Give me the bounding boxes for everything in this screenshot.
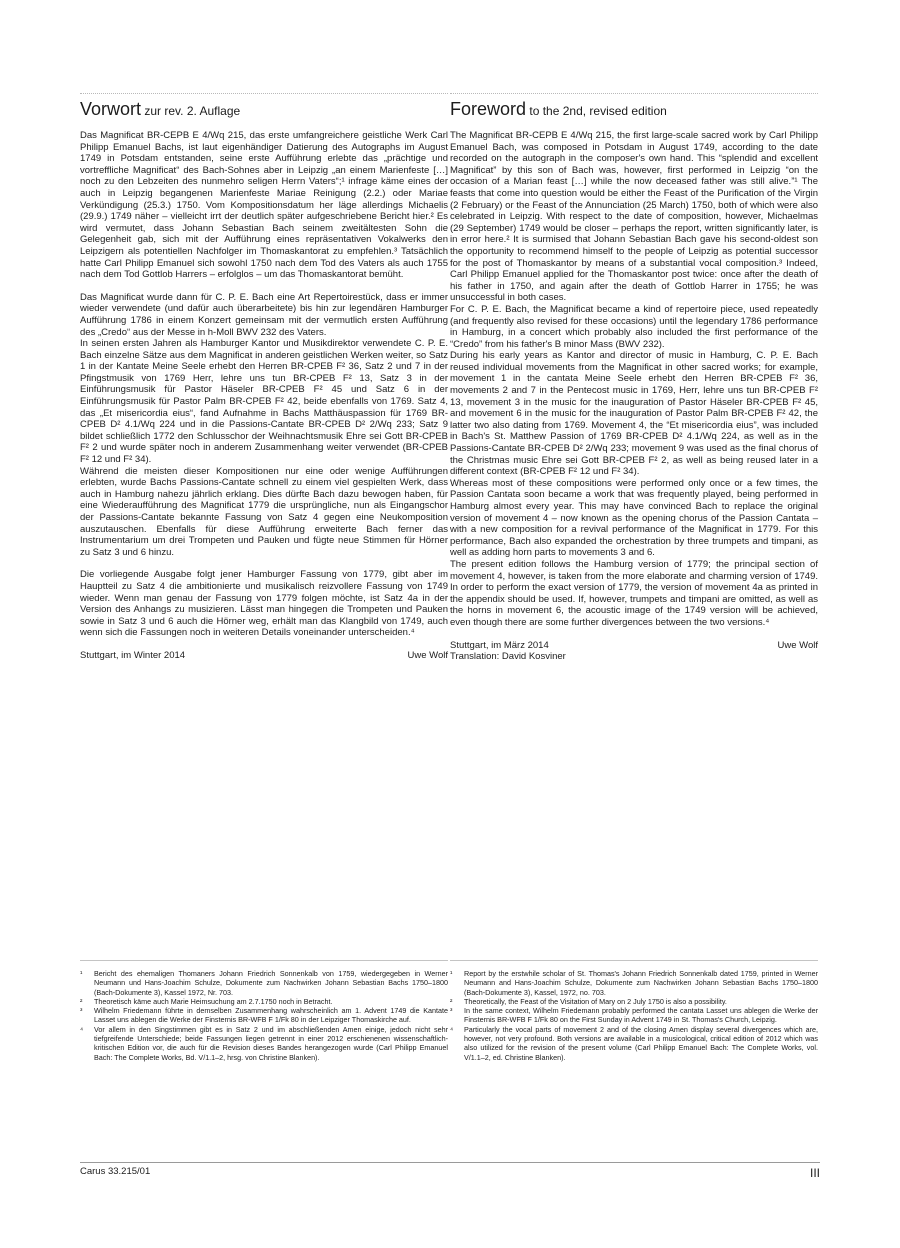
footnote-number: ¹ — [80, 969, 83, 978]
footnote-number: ² — [450, 996, 453, 1006]
top-rule — [80, 93, 448, 94]
english-paragraph: For C. P. E. Bach, the Magnificat became a kind of repertoire piece, used repeatedly (and frequently also revised for these occasions) until the legendary 1786 performance in Hamburg, in a concert which probably also included the first performance of the “Credo” from his father's B minor Mass (BWV 232). — [450, 303, 818, 350]
german-paragraph: In seinen ersten Jahren als Hamburger Kantor und Musikdirektor verwendete C. P. E. Bach einzelne Sätze aus dem Magnificat in anderen geistlichen Werken weiter, so Satz 1 in der Kantate Meine Seele erhebt den Herren BR-CPEB F² 36, Satz 2 und 7 in der Pfingstmusik von 1769 Herr, lehre uns tun BR-CPEB F² 13, Satz 3 in der Einführungsmusik für Pastor Häseler BR-CPEB F² 45 und Satz 6 in der Einführungsmusik für Pastor Palm BR-CPEB F² 42, beide ebenfalls von 1769. Satz 4, das „Et misericordia eius“, fand Aufnahme in Bachs Matthäuspassion für 1769 BR-CPEB D² 4.1/Wq 224 und in die Passions-Cantate BR-CPEB D² 2/Wq 233; Satz 9 bildet schließlich 1772 den Schlusschor der Weihnachtsmusik Ehre sei Gott BR-CPEB F² 2 und wurde später noch in anderem Zusammenhang weiter verwendet (BR-CPEB F² 12 und F² 34). — [80, 338, 448, 466]
translation-credit: Translation: David Kosviner — [450, 651, 566, 663]
english-footnotes — [450, 960, 818, 1062]
german-footnotes — [80, 960, 448, 1062]
english-place-date: Stuttgart, im März 2014 — [450, 639, 549, 651]
footer-rule — [80, 1162, 820, 1163]
german-paragraph: Das Magnificat BR-CEPB E 4/Wq 215, das erste umfangreichere geistliche Werk Carl Philipp Emanuel Bachs, ist laut eigenhändiger Datierung des Autographs im August 1749 in Potsdam entstanden, seine erste Aufführung erlebte das „prächtige und vortreffliche Magnificat“ des Bach-Sohnes aber in Leipzig „an einem Marienfeste […] noch zu den Lebzeiten des nunmehro seligen Herrn Vaters“;¹ infrage käme eines der auch in Leipzig begangenen Marienfeste Mariae Reinigung (2.2.) oder Mariae Verkündigung (25.3.) 1750. Vom Kompositionsdatum her läge allerdings Michaelis (29.9.) 1749 näher – vielleicht irrt der deutlich später aufgeschriebene Bericht hier.² Es wird vermutet, dass Johann Sebastian Bach seinem zweitältesten Sohn die Gelegenheit gab, sich mit der Aufführung eines repräsentativen Vokalwerks den Leipzigern als potentiellen Nachfolger im Thomaskantorat zu empfehlen.³ Tatsächlich hatte Carl Philipp Emanuel sich sowohl 1750 nach dem Tod des Vaters als auch 1755 nach dem Tod Gottlob Harrers – erfolglos – um das Thomaskantorat bemüht. — [80, 130, 448, 281]
english-title-main: Foreword — [450, 99, 527, 119]
footnote-text: Theoretisch käme auch Marie Heimsuchung am 2.7.1750 noch in Betracht. — [94, 996, 333, 1006]
english-column — [450, 93, 818, 663]
english-title-sub: to the 2nd, revised edition — [526, 104, 667, 118]
english-paragraph: The present edition follows the Hamburg version of 1779; the principal section of movement 4, however, is taken from the more elaborate and charming version of 1749. In order to perform the exact version of 1779, the version of movement 4a as printed in the appendix should be used. If, however, trumpets and timpani are omitted, as well as the horns in movement 6, the acoustic image of the 1749 version will be achieved, even though there are some further divergences between the two versions.⁴ — [450, 558, 818, 628]
german-paragraph: Die vorliegende Ausgabe folgt jener Hamburger Fassung von 1779, gibt aber im Hauptteil zu Satz 4 die ambitionierte und musikalisch reizvollere Fassung von 1749 wieder. Wenn man genau der Fassung von 1779 folgen möchte, ist Satz 4a in der Version des Anhangs zu musizieren. Lässt man hingegen die Trompeten und Pauken sowie in Satz 3 und 6 auch die Hörner weg, erhält man das Klangbild von 1749, auch wenn sich die Fassungen noch in weiteren Details voneinander unterscheiden.⁴ — [80, 569, 448, 639]
footnote-text: Theoretically, the Feast of the Visitation of Mary on 2 July 1750 is also a possibility. — [464, 996, 727, 1006]
german-paragraph: Während die meisten dieser Kompositionen nur eine oder wenige Aufführungen erlebten, wurde Bachs Passions-Cantate schnell zu einem viel gespielten Werk, dass auch in Hamburg nahezu jährlich erklang. Dies dürfte Bach dazu bewogen haben, für eine Wiederaufführung des Magnificat 1779 die ursprüngliche, nun als Eingangschor der Passions-Cantate bekannte Fassung von Satz 4 gegen eine Neukomposition auszutauschen. Ebenfalls für diese Aufführung erweiterte Bach ferner das Instrumentarium um drei Trompeten und Pauken und fügte neue Stimmen für Hörner zu Satz 3 und 6 hinzu. — [80, 465, 448, 558]
german-title — [80, 99, 448, 120]
footnote — [450, 997, 818, 1006]
footnote — [450, 1025, 818, 1062]
english-paragraph: During his early years as Kantor and director of music in Hamburg, C. P. E. Bach reused individual movements from the Magnificat in other sacred works; for example, movement 1 in the cantata Meine Seele erhebt den Herren BR-CPEB F² 36, movements 2 and 7 in the Pentecost music in 1769, Herr, lehre uns tun BR-CPEB F² 13, movement 3 in the music for the inauguration of Pastor Häseler BR-CPEB F² 45, and movement 6 in the music for the inauguration of Pastor Palm BR-CPEB F² 42, the latter two also dating from 1769. Movement 4, the “Et misericordia eius”, was included in Bach's St. Matthew Passion of 1769 BR-CPEB D² 4.1/Wq 224, as well as in the Passions-Cantate BR-CPEB D² 2/Wq 233; movement 9 was used as the final chorus of the Christmas music Ehre sei Gott BR-CPEB F² 2, as well as being reused later in a different context (BR-CPEB F² 12 und F² 34). — [450, 350, 818, 478]
footnote-text: Bericht des ehemaligen Thomaners Johann Friedrich Sonnenkalb von 1759, wiedergegeben in Werner Neumann und Hans-Joachim Schulze, Dokumente zum Nachwirken Johann Sebastian Bachs 1750–1800 (Bach-Dokumente 3), Kassel 1972, Nr. 703. — [94, 969, 448, 997]
footnote-number: ² — [80, 996, 83, 1006]
footnote — [80, 1025, 448, 1062]
english-author: Uwe Wolf — [777, 639, 818, 651]
english-paragraph: The Magnificat BR-CEPB E 4/Wq 215, the first large-scale sacred work by Carl Philipp Emanuel Bach, was composed in Potsdam in August 1749, according to the date recorded on the autograph in the composer's own hand. This “splendid and excellent Magnificat” by this son of Bach was, however, first performed in Leipzig “on the occasion of a Marian feast […] while the now deceased father was still alive.”¹ The feasts that come into question would be either the Feast of the Purification of the Virgin (2 February) or the Feast of the Annunciation (25 March) 1750, both of which were also celebrated in Leipzig. With respect to the date of composition, however, Michaelmas (29 September) 1749 would be closer – perhaps the report, written significantly later, is in error here.² It is surmised that Johann Sebastian Bach gave his second-oldest son the opportunity to recommend himself to the people of Leipzig as potential successor for the post of Thomaskantor by means of a substantial vocal composition.³ Indeed, Carl Philipp Emanuel applied for the Thomaskantor post twice: once after the death of his father in 1750, and again after the death of Gottlob Harrer in 1755; he was unsuccessful in both cases. — [450, 130, 818, 304]
footnote — [450, 1006, 818, 1025]
page-footer — [80, 1162, 820, 1180]
german-place-date: Stuttgart, im Winter 2014 — [80, 649, 186, 661]
footnote-text: Wilhelm Friedemann führte in demselben Zusammenhang wahrscheinlich am 1. Advent 1749 die Kantate Lasset uns ablegen die Werke der Finsternis BR-WFB F 1/Fk 80 in der Leipziger Thomaskirche auf. — [94, 1006, 448, 1025]
footnote-text: Vor allem in den Singstimmen gibt es in Satz 2 und im abschließenden Amen einige, jedoch nicht sehr tiefgreifende Unterschiede; beide Fassungen liegen getrennt in einer 2012 erschienenen wissenschaftlich-kritischen Edition vor, die auch für die Revision dieses Bandes herangezogen wurde (Carl Philipp Emanuel Bach: The Complete Works, Bd. V/1.1–2, hrsg. von Christine Blanken). — [94, 1024, 448, 1062]
footnote-text: In the same context, Wilhelm Friedemann probably performed the cantata Lasset uns ablegen die Werke der Finsternis BR-WFB F 1/Fk 80 on the First Sunday in Advent 1749 in St. Thomas's Church, Leipzig. — [464, 1006, 818, 1025]
english-paragraph: Whereas most of these compositions were performed only once or a few times, the Passion Cantata soon became a work that was frequently played, being performed in Hamburg almost every year. This may have convinced Bach to replace the original version of movement 4 – now known as the opening chorus of the Passion Cantata – with a new composition for a revival performance of the Magnificat in 1779. For this performance, Bach also expanded the orchestration by three trumpets and timpani, as well as adding horn parts to movements 3 and 6. — [450, 477, 818, 559]
english-title — [450, 99, 818, 120]
footnote-rule — [450, 960, 818, 961]
footnote — [80, 969, 448, 997]
footnote-number: ³ — [450, 1006, 453, 1016]
footnote-rule — [80, 960, 448, 961]
top-rule — [450, 93, 818, 94]
catalog-number: Carus 33.215/01 — [80, 1166, 151, 1177]
german-author: Uwe Wolf — [407, 649, 448, 661]
page-number: III — [809, 1166, 820, 1180]
german-signature — [80, 650, 448, 662]
footnote-text: Report by the erstwhile scholar of St. Thomas's Johann Friedrich Sonnenkalb dated 1759, printed in Werner Neumann and Hans-Joachim Schulze, Dokumente zum Nachwirken Johann Sebastian Bachs 1750–1800 (Bach-Dokumente 3), Kassel, 1972, no. 703. — [464, 969, 818, 997]
german-column — [80, 93, 448, 662]
german-paragraph: Das Magnificat wurde dann für C. P. E. Bach eine Art Repertoirestück, dass er immer wieder verwendete (und dafür auch überarbeitete) bis hin zur legendären Hamburger Aufführung 1786 in einem Konzert gemeinsam mit der vermutlich ersten Aufführung des „Credo“ aus der Messe in h-Moll BWV 232 des Vaters. — [80, 291, 448, 338]
footnote-number: ⁴ — [450, 1024, 454, 1034]
footnote-number: ¹ — [450, 969, 453, 978]
footnote — [450, 969, 818, 997]
footnote-number: ⁴ — [80, 1024, 84, 1034]
english-signature — [450, 640, 818, 652]
english-body — [450, 130, 818, 629]
footnote-text: Particularly the vocal parts of movement 2 and of the closing Amen display several divergences which are, however, not very profound. Both versions are available in a musicological, critical edition of 2012 which was also utilized for the revision of the present volume (Carl Philipp Emanuel Bach: The Complete Works, vol. V/1.1–2, ed. Christine Blanken). — [464, 1024, 818, 1062]
footnote-number: ³ — [80, 1006, 83, 1016]
german-title-main: Vorwort — [80, 99, 142, 119]
german-body — [80, 130, 448, 639]
footnote — [80, 1006, 448, 1025]
footer-row — [80, 1166, 820, 1180]
footnote — [80, 997, 448, 1006]
german-title-sub: zur rev. 2. Auflage — [141, 104, 241, 118]
